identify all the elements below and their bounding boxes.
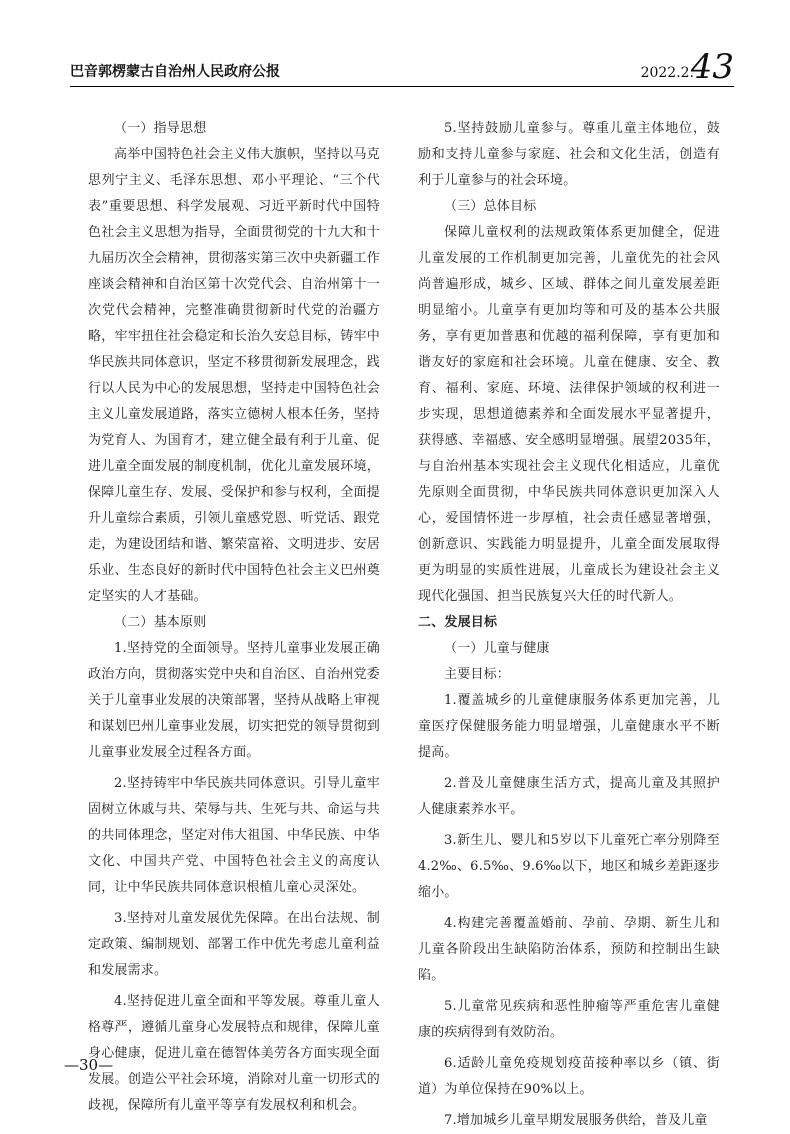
principle-item: 4.坚持促进儿童全面和平等发展。尊重儿童人格尊严，遵循儿童身心发展特点和规律，保障儿童身心健康，促进儿童在德智体美劳各方面实现全面发展。创造公平社会环境，消除对儿童一切形式的歧视，保障所有儿童平等享有发展权利和机会。 bbox=[88, 994, 380, 1113]
goal-item: 4.构建完善覆盖婚前、孕前、孕期、新生儿和儿童各阶段出生缺陷防治体系，预防和控制出生缺陷。 bbox=[418, 916, 720, 983]
section-heading: （三）总体目标 bbox=[444, 199, 537, 214]
subsection-label: 主要目标： bbox=[444, 667, 511, 682]
gazette-title: 巴音郭楞蒙古自治州人民政府公报 bbox=[70, 64, 280, 80]
principle-item: 2.坚持铸牢中华民族共同体意识。引导儿童牢固树立休戚与共、荣辱与共、生死与共、命运与共的共同体理念，坚定对伟大祖国、中华民族、中华文化、中国共产党、中国特色社会主义的高度认同，让中华民族共同体意识根植儿童心灵深处。 bbox=[88, 776, 380, 895]
paragraph: 保障儿童权利的法规政策体系更加健全，促进儿童发展的工作机制更加完善，儿童优先的社会风尚普遍形成，城乡、区域、群体之间儿童发展差距明显缩小。儿童享有更加均等和可及的基本公共服务，享有更加普惠和优越的福利保障，享有更加和谐友好的家庭和社会环境。儿童在健康、安全、教育、福利、家庭、环境、法律保护领域的权利进一步实现，思想道德素养和全面发展水平显著提升，获得感、幸福感、安全感明显增强。展望2035年，与自治州基本实现社会主义现代化相适应，儿童优先原则全面贯彻，中华民族共同体意识更加深入人心，爱国情怀进一步厚植，社会责任感显著增强，创新意识、实践能力明显提升，儿童全面发展取得更为明显的实质性进展，儿童成长为建设社会主义现代化强国、担当民族复兴大任的时代新人。 bbox=[418, 225, 720, 604]
right-column bbox=[418, 116, 720, 1134]
goal-item: 2.普及儿童健康生活方式，提高儿童及其照护人健康素养水平。 bbox=[418, 776, 720, 817]
principle-item: 5.坚持鼓励儿童参与。尊重儿童主体地位，鼓励和支持儿童参与家庭、社会和文化生活，创造有利于儿童参与的社会环境。 bbox=[418, 121, 720, 188]
principle-item: 3.坚持对儿童发展优先保障。在出台法规、制定政策、编制规划、部署工作中优先考虑儿童利益和发展需求。 bbox=[88, 911, 380, 978]
page-header bbox=[70, 47, 734, 87]
paragraph: 高举中国特色社会主义伟大旗帜，坚持以马克思列宁主义、毛泽东思想、邓小平理论、“三个代表”重要思想、科学发展观、习近平新时代中国特色社会主义思想为指导，全面贯彻党的十九大和十九届历次全会精神，贯彻落实第三次中央新疆工作座谈会精神和自治区第十次党代会、自治州第十一次党代会精神，完整准确贯彻新时代党的治疆方略，牢牢扭住社会稳定和长治久安总目标，铸牢中华民族共同体意识，坚定不移贯彻新发展理念，践行以人民为中心的发展思想，坚持走中国特色社会主义儿童发展道路，落实立德树人根本任务，坚持为党育人、为国育才，建立健全最有利于儿童、促进儿童全面发展的制度机制，优化儿童发展环境，保障儿童生存、发展、受保护和参与权利，全面提升儿童综合素质，引领儿童感党恩、听党话、跟党走，为建设团结和谐、繁荣富裕、文明进步、安居乐业、生态良好的新时代中国特色社会主义巴州奠定坚实的人才基础。 bbox=[88, 147, 380, 604]
principle-item: 1.坚持党的全面领导。坚持儿童事业发展正确政治方向，贯彻落实党中央和自治区、自治州党委关于儿童事业发展的决策部署，坚持从战略上审视和谋划巴州儿童事业发展，切实把党的领导贯彻到儿童事业发展全过程各方面。 bbox=[88, 641, 380, 760]
section-heading: （一）指导思想 bbox=[114, 121, 207, 136]
section-heading: （二）基本原则 bbox=[114, 615, 207, 630]
left-column bbox=[88, 116, 380, 1119]
goal-item: 7.增加城乡儿童早期发展服务供给，普及儿童 bbox=[444, 1113, 708, 1128]
goal-item: 3.新生儿、婴儿和5岁以下儿童死亡率分别降至4.2‰、6.5‰、9.6‰以下，地区和城乡差距逐步缩小。 bbox=[418, 833, 720, 900]
section-heading: （一）儿童与健康 bbox=[444, 641, 550, 656]
goal-item: 1.覆盖城乡的儿童健康服务体系更加完善，儿童医疗保健服务能力明显增强，儿童健康水平不断提高。 bbox=[418, 693, 720, 760]
page-number: —30— bbox=[64, 1056, 114, 1074]
goal-item: 6.适龄儿童免疫规划疫苗接种率以乡（镇、街道）为单位保持在90%以上。 bbox=[418, 1056, 720, 1097]
issue-number: 43 bbox=[690, 47, 734, 87]
goal-item: 5.儿童常见疾病和恶性肿瘤等严重危害儿童健康的疾病得到有效防治。 bbox=[418, 999, 720, 1040]
issue-date: 2022.2. bbox=[640, 65, 694, 81]
chapter-heading: 二、发展目标 bbox=[418, 615, 498, 630]
